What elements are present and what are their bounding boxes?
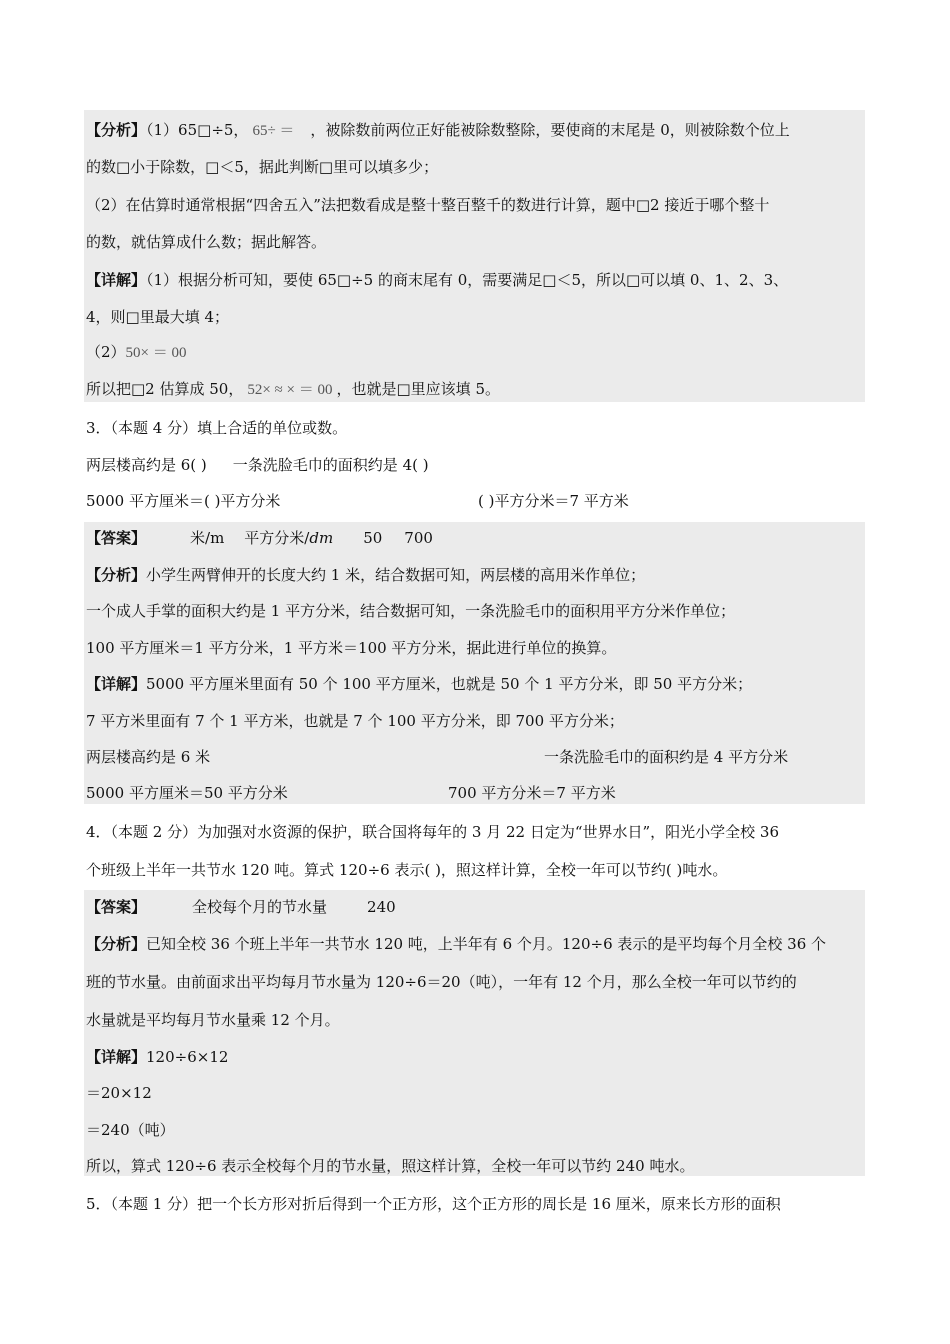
q3-detail-line-3b: 一条洗脸毛巾的面积约是 4 平方分米	[544, 748, 789, 766]
q3-detail-line-3a: 两层楼高约是 6 米	[86, 748, 211, 766]
q4-answer: 【答案】 全校每个月的节水量 240	[86, 898, 396, 916]
q4-detail-line-3: ＝240（吨）	[86, 1121, 175, 1139]
q2-detail-line-3: （2）50× ＝ 00	[86, 343, 187, 361]
q4-analysis-line-1: 【分析】已知全校 36 个班上半年一共节水 120 吨，上半年有 6 个月。120÷6 表示的是平均每个月全校 36 个	[86, 935, 827, 953]
q3-title: 3．（本题 4 分）填上合适的单位或数。	[86, 419, 348, 437]
q2-detail-line-4: 所以把□2 估算成 50， 52× ≈ × ＝ 00 ，也就是□里应该填 5。	[86, 380, 500, 398]
q4-detail-line-2: ＝20×12	[86, 1084, 152, 1102]
q3-analysis-line-1: 【分析】小学生两臂伸开的长度大约 1 米，结合数据可知，两层楼的高用米作单位；	[86, 566, 646, 584]
q3-row-1: 两层楼高约是 6( ) 一条洗脸毛巾的面积约是 4( )	[86, 456, 429, 474]
analysis-tag: 【分析】	[86, 935, 147, 953]
q2-analysis-line-3: （2）在估算时通常根据“四舍五入”法把数看成是整十整百整千的数进行计算，题中□2 接近于哪个整十	[86, 196, 770, 214]
q4-detail-line-4: 所以，算式 120÷6 表示全校每个月的节水量，照这样计算，全校一年可以节约 240 吨水。	[86, 1157, 695, 1175]
analysis-tag: 【分析】	[86, 121, 147, 139]
q3-analysis-line-2: 一个成人手掌的面积大约是 1 平方分米，结合数据可知，一条洗脸毛巾的面积用平方分米作单位；	[86, 602, 736, 620]
equation-image: 50× ＝ 00	[125, 345, 187, 361]
q2-solution-block	[84, 110, 865, 402]
q3-row-2-b: ( )平方分米＝7 平方米	[478, 492, 629, 510]
answer-tag: 【答案】	[86, 898, 147, 916]
q3-detail-line-4a: 5000 平方厘米＝50 平方分米	[86, 784, 288, 802]
detail-tag: 【详解】	[86, 1048, 147, 1066]
q3-row-2: 5000 平方厘米＝( )平方分米	[86, 492, 281, 510]
q3-detail-line-2: 7 平方米里面有 7 个 1 平方米，也就是 7 个 100 平方分米，即 700 平方分米；	[86, 712, 624, 730]
detail-tag: 【详解】	[86, 271, 147, 289]
q4-detail-line-1: 【详解】120÷6×12	[86, 1048, 229, 1066]
q2-analysis-line-2: 的数□小于除数，□＜5，据此判断□里可以填多少；	[86, 158, 439, 176]
equation-image: 52× ≈ × ＝ 00	[247, 382, 333, 398]
q2-detail-line-2: 4，则□里最大填 4；	[86, 308, 230, 326]
q5-title-line-1: 5．（本题 1 分）把一个长方形对折后得到一个正方形，这个正方形的周长是 16 厘米，原来长方形的面积	[86, 1195, 781, 1213]
equation-image: 65÷ ＝	[252, 123, 295, 139]
q4-solution-block	[84, 890, 865, 1176]
q4-title-line-2: 个班级上半年一共节水 120 吨。算式 120÷6 表示( )，照这样计算，全校一年可以节约( )吨水。	[86, 861, 728, 879]
q4-analysis-line-3: 水量就是平均每月节水量乘 12 个月。	[86, 1011, 340, 1029]
q3-detail-line-1: 【详解】5000 平方厘米里面有 50 个 100 平方厘米，也就是 50 个 1 平方分米，即 50 平方分米；	[86, 675, 753, 693]
q2-detail-line-1: 【详解】（1）根据分析可知，要使 65□÷5 的商末尾有 0，需要满足□＜5，所以□可以填 0、1、2、3、	[86, 271, 789, 289]
q3-detail-line-4b: 700 平方分米＝7 平方米	[448, 784, 616, 802]
q3-analysis-line-3: 100 平方厘米＝1 平方分米，1 平方米＝100 平方分米，据此进行单位的换算。	[86, 639, 617, 657]
q3-answer: 【答案】 米/m 平方分米/dm 50 700	[86, 529, 433, 547]
detail-tag: 【详解】	[86, 675, 147, 693]
q2-analysis-line-4: 的数，就估算成什么数；据此解答。	[86, 233, 327, 251]
analysis-tag: 【分析】	[86, 566, 147, 584]
answer-tag: 【答案】	[86, 529, 147, 547]
q2-analysis-line-1: 【分析】（1）65□÷5， 65÷ ＝ ，被除数前两位正好能被除数整除，要使商的末尾是 0，则被除数个位上	[86, 121, 790, 139]
q4-analysis-line-2: 班的节水量。由前面求出平均每月节水量为 120÷6＝20（吨），一年有 12 个月，那么全校一年可以节约的	[86, 973, 797, 991]
q4-title-line-1: 4．（本题 2 分）为加强对水资源的保护，联合国将每年的 3 月 22 日定为“世界水日”，阳光小学全校 36	[86, 823, 780, 841]
